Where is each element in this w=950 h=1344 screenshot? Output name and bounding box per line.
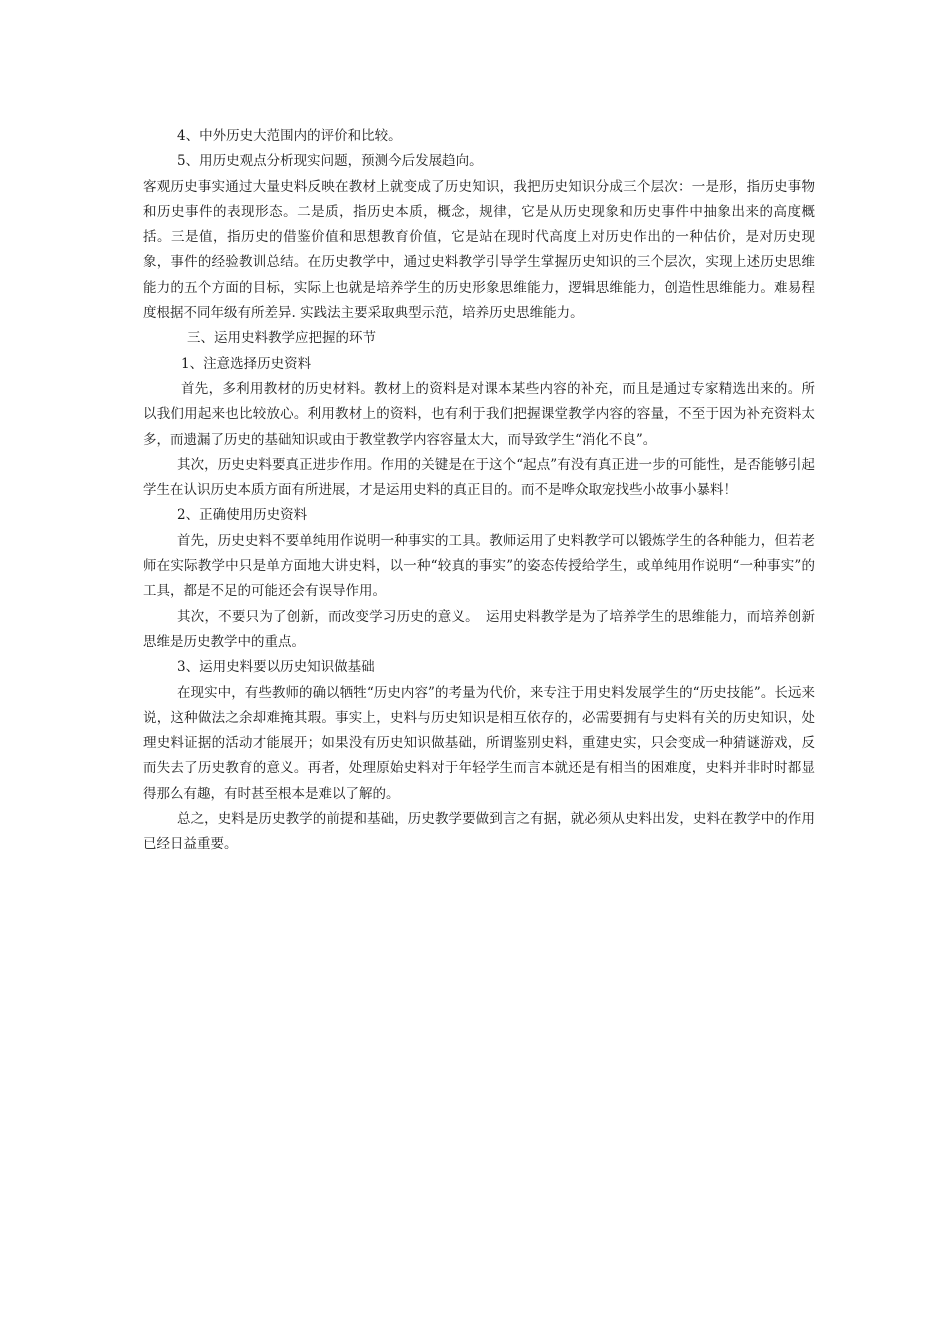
subsection-2-paragraph-1: 首先，历史史料不要单纯用作说明一种事实的工具。教师运用了史料教学可以锻炼学生的各种能力，但若老师在实际教学中只是单方面地大讲史料，以一种“较真的事实”的姿态传授给学生，或单纯用作说明“一种事实”的工具，都是不足的可能还会有误导作用。 [143, 532, 815, 600]
subsection-1-heading: 1、注意选择历史资料 [181, 355, 312, 372]
subsection-2-paragraph-2: 其次，不要只为了创新，而改变学习历史的意义。 运用史料教学是为了培养学生的思维能力，而培养创新思维是历史教学中的重点。 [143, 608, 815, 650]
subsection-3-paragraph-1: 在现实中，有些教师的确以牺牲“历史内容”的考量为代价，来专注于用史料发展学生的“历史技能”。长远来说，这种做法之余却难掩其瑕。事实上，史料与历史知识是相互依存的，必需要拥有与史料有关的历史知识，处理史料证据的活动才能展开；如果没有历史知识做基础，所谓鉴别史料，重建史实，只会变成一种猜谜游戏，反而失去了历史教育的意义。再者，处理原始史料对于年轻学生而言本就还是有相当的困难度，史料并非时时都显得那么有趣，有时甚至根本是难以了解的。 [143, 684, 815, 802]
subsection-2-heading: 2、正确使用历史资料 [177, 507, 308, 524]
section-3-heading: 三、运用史料教学应把握的环节 [187, 330, 376, 347]
paragraph-history-knowledge: 客观历史事实通过大量史料反映在教材上就变成了历史知识，我把历史知识分成三个层次：一是形，指历史事物和历史事件的表现形态。二是质，指历史本质，概念，规律，它是从历史现象和历史事件中抽象出来的高度概括。三是值，指历史的借鉴价值和思想教育价值，它是站在现时代高度上对历史作出的一种估价，是对历史现象，事件的经验教训总结。在历史教学中，通过史料教学引导学生掌握历史知识的三个层次，实现上述历史思维能力的五个方面的目标，实际上也就是培养学生的历史形象思维能力，逻辑思维能力，创造性思维能力。难易程度根据不同年级有所差异. 实践法主要采取典型示范，培养历史思维能力。 [143, 178, 815, 322]
list-item-4: 4、中外历史大范围内的评价和比较。 [177, 128, 402, 144]
document-page [143, 124, 815, 858]
subsection-3-heading: 3、运用史料要以历史知识做基础 [177, 659, 375, 676]
subsection-1-paragraph-1: 首先，多利用教材的历史材料。教材上的资料是对课本某些内容的补充，而且是通过专家精选出来的。所以我们用起来也比较放心。利用教材上的资料，也有利于我们把握课堂教学内容的容量，不至于因为补充资料太多，而遗漏了历史的基础知识或由于教堂教学内容容量太大，而导致学生“消化不良”。 [143, 380, 815, 448]
conclusion-paragraph: 总之，史料是历史教学的前提和基础，历史教学要做到言之有据，就必须从史料出发，史料在教学中的作用已经日益重要。 [143, 811, 815, 853]
subsection-1-paragraph-2: 其次，历史史料要真正进步作用。作用的关键是在于这个“起点”有没有真正进一步的可能性，是否能够引起学生在认识历史本质方面有所进展，才是运用史料的真正目的。而不是哗众取宠找些小故事小暴料！ [143, 456, 815, 499]
list-item-5: 5、用历史观点分析现实问题，预测今后发展趋向。 [177, 153, 483, 170]
